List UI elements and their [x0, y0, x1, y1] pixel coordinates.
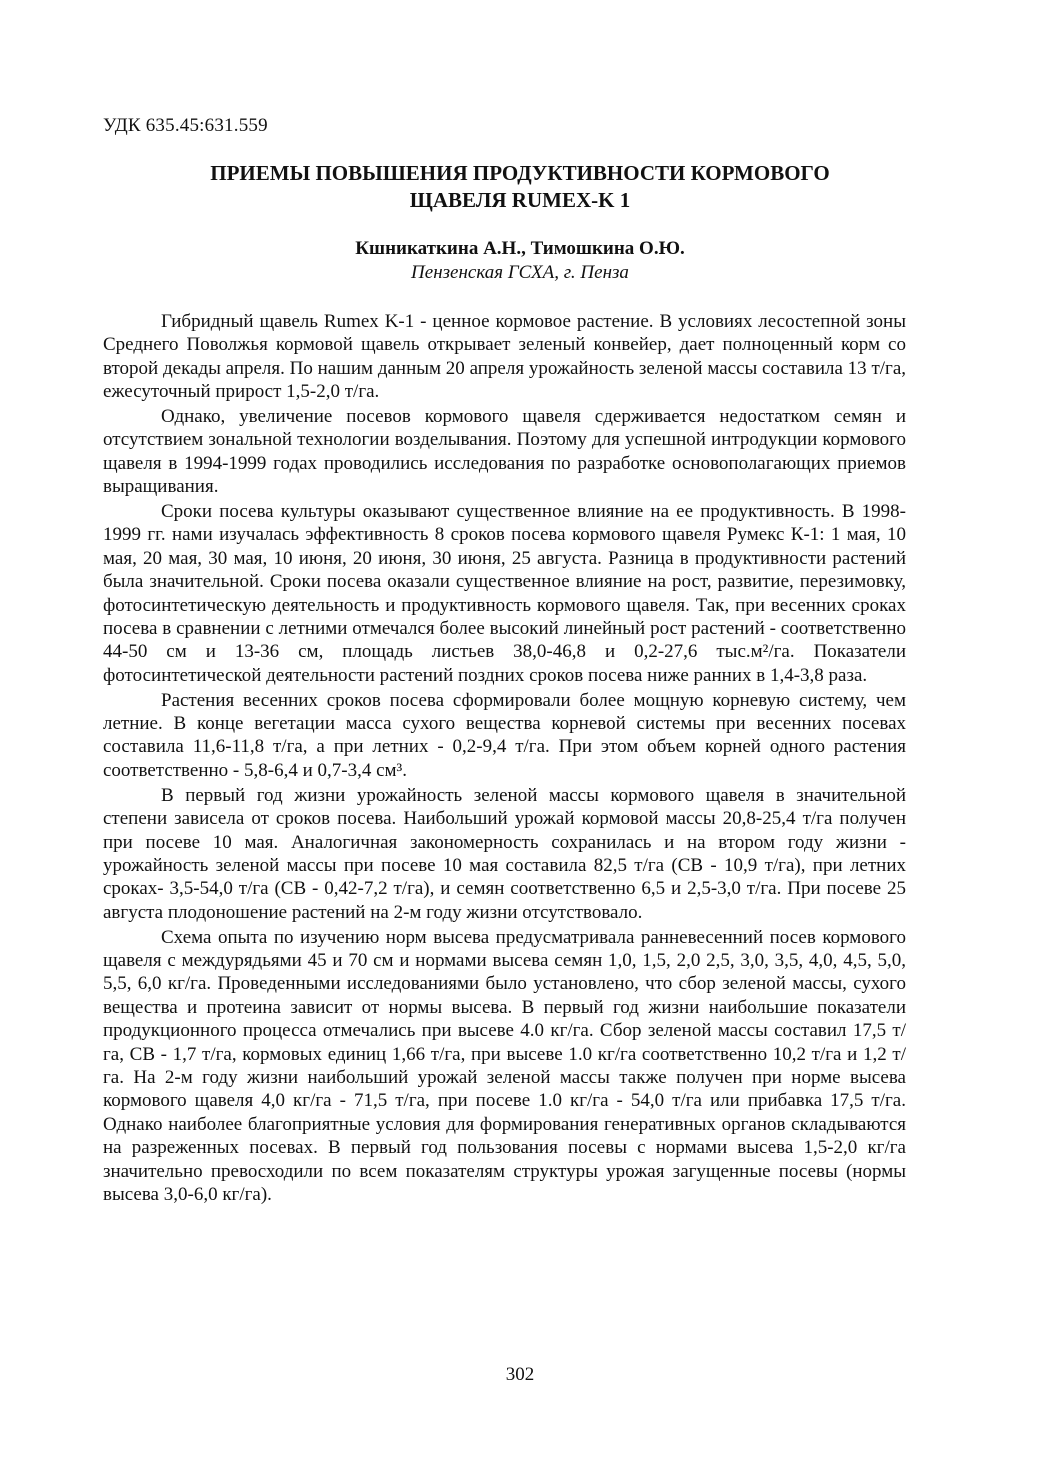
article-title — [100, 160, 940, 214]
title-line-2: ЩАВЕЛЯ RUMEX-K 1 — [409, 188, 631, 212]
paragraph: Сроки посева культуры оказывают существенное влияние на ее продуктивность. В 1998-1999 гг. нами изучалась эффективность 8 сроков посева кормового щавеля Румекс К-1: 1 мая, 10 мая, 20 мая, 30 мая, 10 июня, 20 июня, 30 июня, 25 августа. Разница в продуктивности растений была значительной. Сроки посева оказали существенное влияние на рост, развитие, перезимовку, фотосинтетическую деятельность и продуктивность кормового щавеля. Так, при весенних сроках посева в сравнении с летними отмечался более высокий линейный рост растений - соответственно 44-50 см и 13-36 см, площадь листьев 38,0-46,8 и 0,2-27,6 тыс.м²/га. Показатели фотосинтетической деятельности растений поздних сроков посева ниже ранних в 1,4-3,8 раза. — [103, 501, 906, 686]
article-body — [103, 310, 906, 1208]
page-number: 302 — [505, 1364, 535, 1385]
paragraph: Растения весенних сроков посева сформировали более мощную корневую систему, чем летние. В конце вегетации масса сухого вещества корневой системы при весенних посевах составила 11,6-11,8 т/га, а при летних - 0,2-9,4 т/га. При этом объем корней одного растения соответственно - 5,8-6,4 и 0,7-3,4 см³. — [103, 689, 906, 781]
affiliation: Пензенская ГСХА, г. Пенза — [411, 262, 629, 283]
paragraph: Схема опыта по изучению норм высева предусматривала ранневесенний посев кормового щавеля с междурядьями 45 и 70 см и нормами высева семян 1,0, 1,5, 2,0 2,5, 3,0, 3,5, 4,0, 4,5, 5,0, 5,5, 6,0 кг/га. Проведенными исследованиями было установлено, что сбор зеленой массы, сухого вещества и протеина зависит от нормы высева. В первый год жизни наибольшие показатели продукционного процесса отмечались при высеве 4.0 кг/га. Сбор зеленой массы составил 17,5 т/га, СВ - 1,7 т/га, кормовых единиц 1,66 т/га, при высеве 1.0 кг/га соответственно 10,2 т/га и 1,2 т/га. На 2-м году жизни наибольший урожай зеленой массы также получен при норме высева кормового щавеля 4,0 кг/га - 71,5 т/га, при посеве 1.0 кг/га - 54,0 т/га или прибавка 17,5 т/га. Однако наиболее благоприятные условия для формирования генеративных органов складываются на разреженных посевах. В первый год пользования посевы с нормами высева 1,5-2,0 кг/га значительно превосходили по всем показателям структуры урожая загущенные посевы (нормы высева 3,0-6,0 кг/га). — [103, 926, 906, 1205]
paragraph: Однако, увеличение посевов кормового щавеля сдерживается недостатком семян и отсутствием зональной технологии возделывания. Поэтому для успешной интродукции кормового щавеля в 1994-1999 годах проводились исследования по разработке основополагающих приемов выращивания. — [103, 406, 906, 498]
authors: Кшникаткина А.Н., Тимошкина О.Ю. — [355, 238, 685, 259]
paragraph: В первый год жизни урожайность зеленой массы кормового щавеля в значительной степени зависела от сроков посева. Наибольший урожай кормовой массы 20,8-25,4 т/га получен при посеве 10 мая. Аналогичная закономерность сохранилась и на втором году жизни - урожайность зеленой массы при посеве 10 мая составила 82,5 т/га (СВ - 10,9 т/га), при летних сроках- 3,5-54,0 т/га (СВ - 0,42-7,2 т/га), и семян соответственно 6,5 и 2,5-3,0 т/га. При посеве 25 августа плодоношение растений на 2-м году жизни отсутствовало. — [103, 784, 906, 923]
udk-code: УДК 635.45:631.559 — [103, 115, 268, 136]
title-line-1: ПРИЕМЫ ПОВЫШЕНИЯ ПРОДУКТИВНОСТИ КОРМОВОГО — [210, 161, 830, 185]
paragraph: Гибридный щавель Rumex K-1 - ценное кормовое растение. В условиях лесостепной зоны Среднего Поволжья кормовой щавель открывает зеленый конвейер, дает полноценный корм со второй декады апреля. По нашим данным 20 апреля урожайность зеленой массы составила 13 т/га, ежесуточный прирост 1,5-2,0 т/га. — [103, 311, 906, 403]
